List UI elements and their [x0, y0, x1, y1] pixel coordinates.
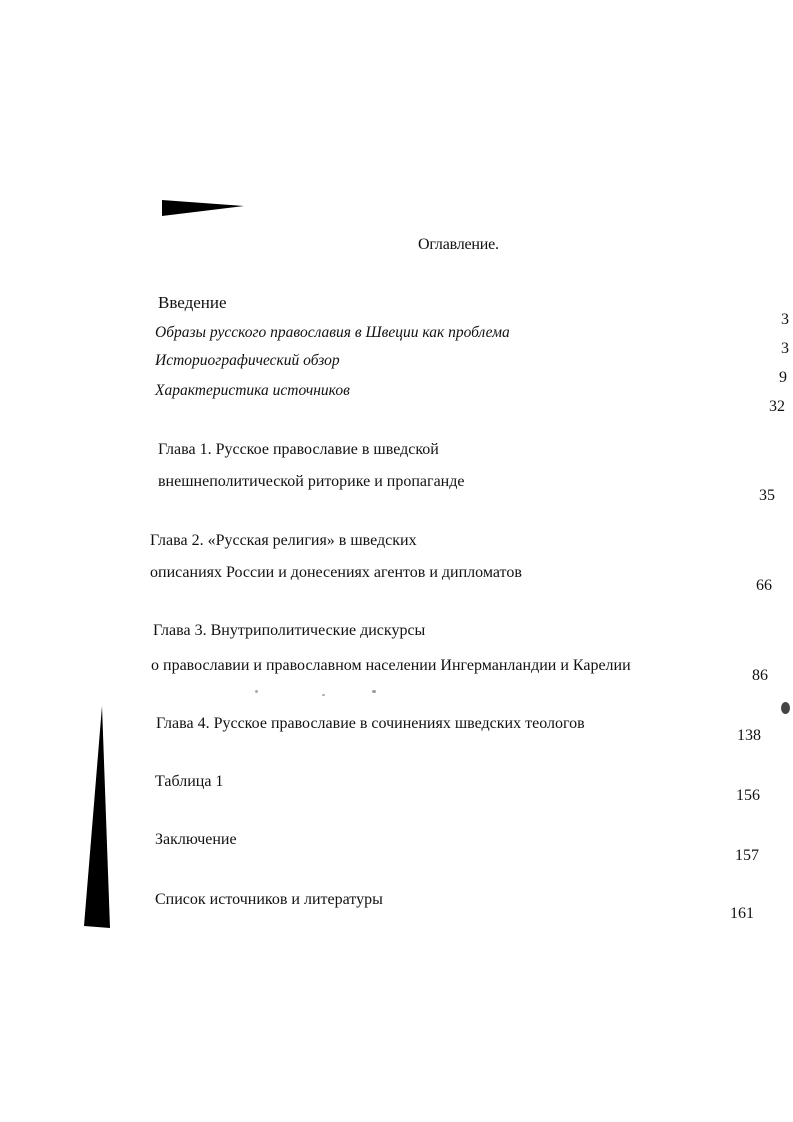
intro-item: Образы русского православия в Швеции как проблема	[155, 324, 510, 341]
page-number: 86	[752, 667, 768, 684]
chapter-3-title: Глава 3. Внутриполитические дискурсы	[153, 622, 426, 639]
page-number: 138	[737, 727, 761, 744]
chapter-1-title: Глава 1. Русское православие в шведской	[158, 441, 439, 458]
page-number: 9	[779, 369, 787, 386]
chapter-3-subtitle: о православии и православном населении Ингерманландии и Карелии	[151, 657, 631, 674]
page-number: 3	[781, 340, 789, 357]
chapter-2-title: Глава 2. «Русская религия» в шведских	[150, 532, 417, 549]
chapter-4-title: Глава 4. Русское православие в сочинениях шведских теологов	[156, 715, 585, 732]
scan-mark-left-wedge	[80, 700, 120, 935]
page-number: 161	[730, 905, 754, 922]
page-number: 156	[736, 787, 760, 804]
scan-speck	[372, 690, 376, 693]
back-matter-conclusion: Заключение	[155, 831, 237, 848]
intro-title: Введение	[158, 293, 227, 312]
scan-mark-top-wedge	[160, 196, 250, 220]
page-number: 157	[735, 847, 759, 864]
intro-item: Историографический обзор	[155, 352, 340, 369]
intro-item: Характеристика источников	[155, 382, 350, 399]
page-title: Оглавление.	[418, 236, 499, 253]
chapter-1-subtitle: внешнеполитической риторике и пропаганде	[158, 473, 465, 490]
back-matter-table: Таблица 1	[155, 773, 224, 790]
page-number: 32	[769, 398, 785, 415]
chapter-2-subtitle: описаниях России и донесениях агентов и дипломатов	[150, 564, 522, 581]
page-number: 66	[756, 577, 772, 594]
scan-speck	[322, 694, 325, 696]
scan-speck	[255, 690, 258, 693]
page-number: 3	[781, 311, 789, 328]
page-number: 35	[759, 487, 775, 504]
back-matter-bibliography: Список источников и литературы	[155, 891, 383, 908]
scan-speck	[781, 702, 790, 714]
